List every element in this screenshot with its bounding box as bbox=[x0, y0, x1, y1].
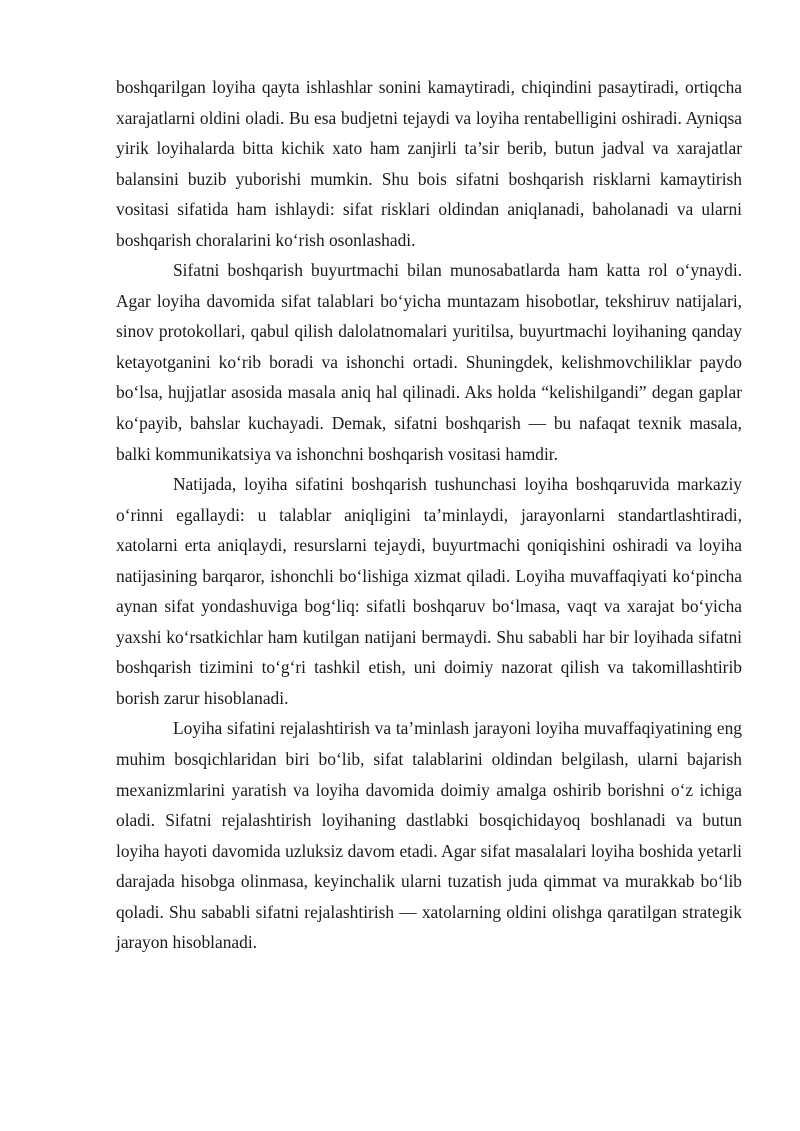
paragraph-continuation: boshqarilgan loyiha qayta ishlashlar sonini kamaytiradi, chiqindini pasaytiradi, ortiqcha xarajatlarni oldini oladi. Bu esa budjetni tejaydi va loyiha rentabelligini oshiradi. Ayniqsa yirik loyihalarda bitta kichik xato ham zanjirli ta’sir berib, butun jadval va xarajatlar balansini buzib yuborishi mumkin. Shu bois sifatni boshqarish risklarni kamaytirish vositasi sifatida ham ishlaydi: sifat risklari oldindan aniqlanadi, baholanadi va ularni boshqarish choralarini koʻrish osonlashadi. bbox=[116, 77, 742, 250]
paragraph-conclusion: Natijada, loyiha sifatini boshqarish tushunchasi loyiha boshqaruvida markaziy oʻrinni egallaydi: u talablar aniqligini ta’minlaydi, jarayonlarni standartlashtiradi, xatolarni erta aniqlaydi, resurslarni tejaydi, buyurtmachi qoniqishini oshiradi va loyiha natijasining barqaror, ishonchli boʻlishiga xizmat qiladi. Loyiha muvaffaqiyati koʻpincha aynan sifat yondashuviga bogʻliq: sifatli boshqaruv boʻlmasa, vaqt va xarajat boʻyicha yaxshi koʻrsatkichlar ham kutilgan natijani bermaydi. Shu sababli har bir loyihada sifatni boshqarish tizimini toʻgʻri tashkil etish, uni doimiy nazorat qilish va takomillashtirib borish zarur hisoblanadi. bbox=[116, 474, 742, 708]
paragraph-client-relations: Sifatni boshqarish buyurtmachi bilan munosabatlarda ham katta rol oʻynaydi. Agar loyiha davomida sifat talablari boʻyicha muntazam hisobotlar, tekshiruv natijalari, sinov protokollari, qabul qilish dalolatnomalari yuritilsa, buyurtmachi loyihaning qanday ketayotganini koʻrib boradi va ishonchi ortadi. Shuningdek, kelishmovchiliklar paydo boʻlsa, hujjatlar asosida masala aniq hal qilinadi. Aks holda “kelishilgandi” degan gaplar koʻpayib, bahslar kuchayadi. Demak, sifatni boshqarish — bu nafaqat texnik masala, balki kommunikatsiya va ishonchni boshqarish vositasi hamdir. bbox=[116, 260, 742, 464]
document-page bbox=[116, 72, 742, 958]
paragraph-quality-planning: Loyiha sifatini rejalashtirish va ta’minlash jarayoni loyiha muvaffaqiyatining eng muhim bosqichlaridan biri boʻlib, sifat talablarini oldindan belgilash, ularni bajarish mexanizmlarini yaratish va loyiha davomida doimiy amalga oshirib borishni oʻz ichiga oladi. Sifatni rejalashtirish loyihaning dastlabki bosqichidayoq boshlanadi va butun loyiha hayoti davomida uzluksiz davom etadi. Agar sifat masalalari loyiha boshida yetarli darajada hisobga olinmasa, keyinchalik ularni tuzatish juda qimmat va murakkab boʻlib qoladi. Shu sababli sifatni rejalashtirish — xatolarning oldini olishga qaratilgan strategik jarayon hisoblanadi. bbox=[116, 718, 742, 953]
